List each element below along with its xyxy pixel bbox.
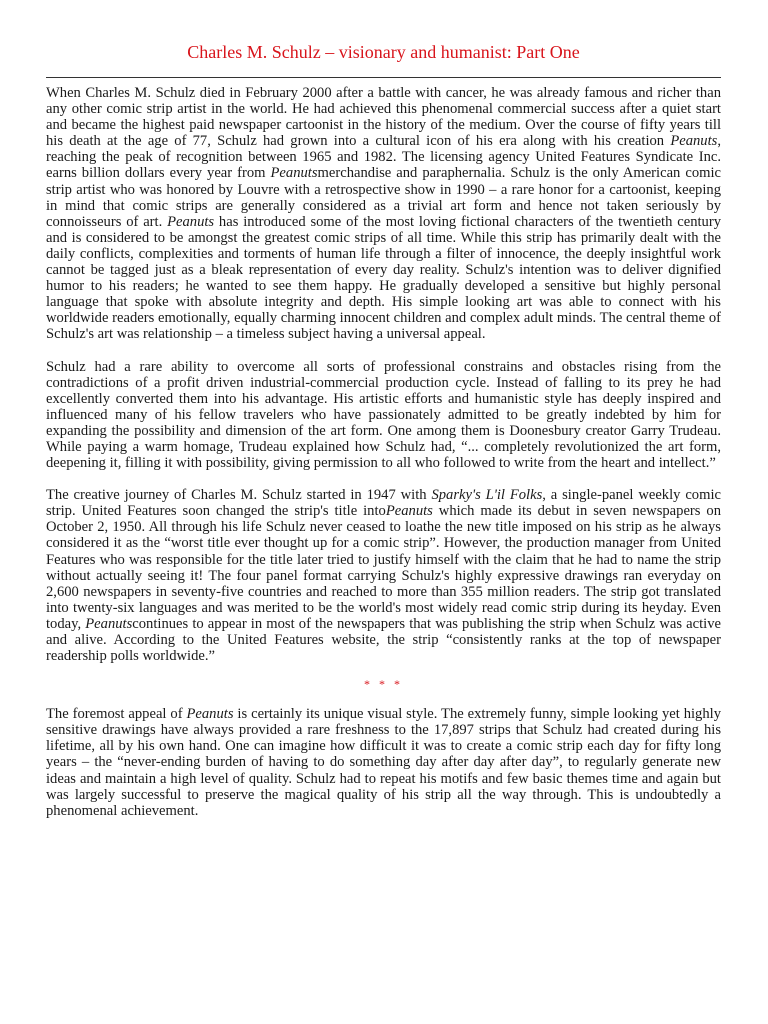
text-run: is certainly its unique visual style. The extremely funny, simple looking yet highly sensitive drawings have always provided a rare freshness to the 17,897 strips that Schulz had created during his lifetime, all by his own hand. One can imagine how difficult it was to create a comic strip each day for fifty long years – the “never-ending burden of having to do something day after day after day”, to regularly generate new ideas and maintain a high level of quality. Schulz had to repeat his motifs and few basic themes time and again but was largely successful to preserve the magical quality of his strip all the way through. This is undoubtedly a phenomenal achievement. xyxy=(46,706,721,819)
text-run: has introduced some of the most loving fictional characters of the twentieth century and is considered to be amongst the greatest comic strips of all time. While this strip has primarily dealt with the daily conflicts, complexities and torments of human life through a filter of innocence, the deeply insightful work cannot be tagged just as a bleak representation of every day reality. Schulz's intention was to deliver dignified humor to his readers; he wanted to see them happy. He gradually developed a sensitive but highly personal language that spoke with absolute integrity and depth. His simple looking art was able to connect with his worldwide readers emotionally, equally charming innocent children and complex adult minds. The central theme of Schulz's art was relationship – a timeless subject having a universal appeal. xyxy=(46,213,721,343)
text-run: The foremost appeal of xyxy=(46,706,187,723)
text-run: , a single-panel weekly comic strip. United Features soon changed the strip's title into xyxy=(46,487,721,520)
italic-title-run: Sparky's L'il Folks xyxy=(431,487,543,504)
article xyxy=(46,40,721,819)
italic-title-run: Peanuts xyxy=(85,615,133,632)
text-run: continues to appear in most of the newspapers that was publishing the strip when Schulz was active and alive. According to the United Features website, the strip “consistently ranks at the top of newspaper readership polls worldwide.” xyxy=(46,615,721,665)
italic-title-run: Peanuts xyxy=(670,133,718,150)
text-run: which made its debut in seven newspapers on October 2, 1950. All through his life Schulz never ceased to loathe the new title imposed on his strip as he always considered it as the “worst title ever thought up for a comic strip”. However, the production manager from United Features who was responsible for the title later tried to justify himself with the claim that he had to name the strip without actually seeing it! The four panel format carrying Schulz's highly expressive drawings ran everyday on 2,600 newspapers in seventy-five countries and reached to more than 355 million readers. The strip got translated into twenty-six languages and was merited to be the world's most widely read comic strip during its heyday. Even today, xyxy=(46,503,721,632)
italic-title-run: Peanuts xyxy=(270,165,318,182)
text-run: Schulz had a rare ability to overcome all sorts of professional constrains and obstacles rising from the contradictions of a profit driven industrial-commercial production cycle. Instead of falling to its prey he had excellently converted them into his advantage. His artistic efforts and humanistic style has deeply inspired and influenced many of his fellow travelers who have passionately admitted to be greatly indebted by him for expanding the possibility and dimension of the art form. One among them is Doonesbury creator Garry Trudeau. While paying a warm homage, Trudeau explained how Schulz had, “... completely revolutionized the art form, deepening it, filling it with possibility, giving permission to all who followed to write from the heart and intellect.” xyxy=(46,358,721,472)
italic-title-run: Peanuts xyxy=(186,706,234,723)
text-run: merchandise and paraphernalia. Schulz is the only American comic strip artist who was honored by Louvre with a retrospective show in 1990 – a rare honor for a cartoonist, keeping in mind that comic strips are generally considered as a trivial art form and hence not taken seriously by connoisseurs of art. xyxy=(46,165,721,230)
italic-title-run: Peanuts xyxy=(385,503,433,520)
paragraph-4 xyxy=(46,706,721,819)
article-title: Charles M. Schulz – visionary and humanist: Part One xyxy=(187,42,580,62)
text-run: , reaching the peak of recognition between 1965 and 1982. The licensing agency United Features Syndicate Inc. earns billion dollars every year from xyxy=(46,133,721,182)
paragraph-2 xyxy=(46,359,721,472)
title-divider xyxy=(46,77,721,78)
text-run: The creative journey of Charles M. Schulz started in 1947 with xyxy=(46,487,432,504)
paragraph-1 xyxy=(46,85,721,343)
text-run: When Charles M. Schulz died in February 2000 after a battle with cancer, he was already famous and richer than any other comic strip artist in the world. He had achieved this phenomenal commercial success after a quiet start and became the highest paid newspaper cartoonist in the history of the medium. Over the course of fifty years till his death at the age of 77, Schulz had grown into a cultural icon of his era along with his creation xyxy=(46,85,721,150)
section-separator: * * * xyxy=(364,677,403,692)
paragraph-3 xyxy=(46,487,721,664)
italic-title-run: Peanuts xyxy=(167,213,215,230)
